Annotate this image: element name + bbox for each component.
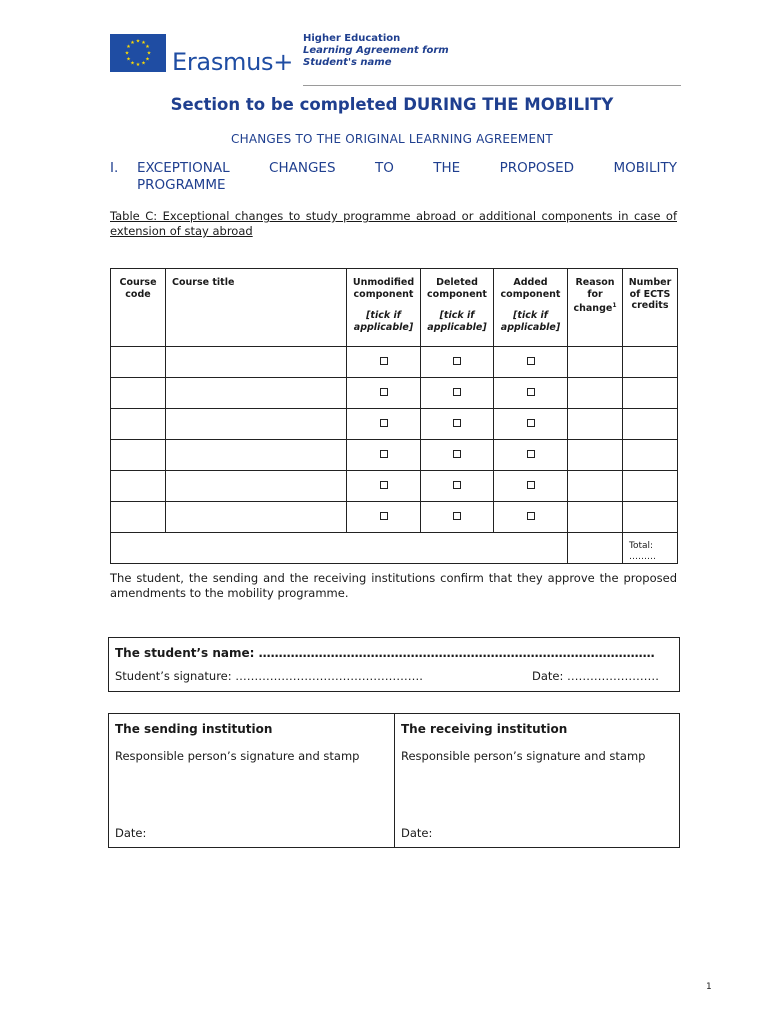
course-code-cell[interactable] — [111, 502, 166, 533]
footnote-marker: 1 — [612, 302, 617, 309]
header-unmodified-label: Unmodified component — [352, 277, 415, 300]
added-cell — [494, 440, 568, 471]
svg-text:★: ★ — [126, 56, 131, 63]
header-divider — [303, 85, 681, 86]
page-number: 1 — [706, 982, 712, 992]
added-cell — [494, 502, 568, 533]
total-blank-cell — [568, 533, 623, 564]
added-checkbox[interactable] — [527, 450, 535, 458]
svg-text:★: ★ — [145, 44, 150, 50]
table-row — [111, 378, 678, 409]
table-caption: Table C: Exceptional changes to study programme abroad or additional components in case of extension of stay abroad — [110, 209, 677, 238]
course-code-cell[interactable] — [111, 440, 166, 471]
ects-cell[interactable] — [623, 378, 678, 409]
header-reason-label: Reason for change — [573, 277, 615, 315]
added-cell — [494, 347, 568, 378]
institutions-divider — [394, 714, 395, 847]
deleted-checkbox[interactable] — [453, 357, 461, 365]
deleted-checkbox[interactable] — [453, 388, 461, 396]
reason-cell[interactable] — [568, 347, 623, 378]
course-title-cell[interactable] — [166, 409, 347, 440]
svg-text:★: ★ — [135, 62, 141, 68]
total-spacer-cell — [111, 533, 568, 564]
header-added-tick: [tick if applicable] — [500, 310, 561, 333]
deleted-cell — [421, 409, 494, 440]
receiving-date-field[interactable]: Date: — [401, 826, 433, 840]
table-row — [111, 440, 678, 471]
header-added-label: Added component — [500, 277, 561, 300]
course-code-cell[interactable] — [111, 409, 166, 440]
deleted-cell — [421, 347, 494, 378]
course-title-cell[interactable] — [166, 347, 347, 378]
deleted-checkbox[interactable] — [453, 419, 461, 427]
approval-statement: The student, the sending and the receiving institutions confirm that they approve the proposed amendments to the mobility programme. — [110, 571, 677, 600]
course-title-cell[interactable] — [166, 502, 347, 533]
unmodified-cell — [347, 378, 421, 409]
sending-institution-column — [115, 714, 388, 840]
svg-text:★: ★ — [141, 60, 146, 67]
reason-cell[interactable] — [568, 440, 623, 471]
header-ects: Number of ECTS credits — [623, 269, 678, 347]
svg-text:★: ★ — [124, 50, 130, 57]
header-info — [303, 33, 449, 69]
student-signature-box — [108, 637, 680, 692]
erasmus-logo-text: Erasmus+ — [172, 48, 294, 76]
unmodified-checkbox[interactable] — [380, 512, 388, 520]
unmodified-cell — [347, 440, 421, 471]
reason-cell[interactable] — [568, 409, 623, 440]
reason-cell[interactable] — [568, 502, 623, 533]
ects-cell[interactable] — [623, 440, 678, 471]
table-row — [111, 471, 678, 502]
added-checkbox[interactable] — [527, 388, 535, 396]
added-checkbox[interactable] — [527, 357, 535, 365]
section-title: Section to be completed DURING THE MOBILITY — [170, 95, 614, 114]
ects-cell[interactable] — [623, 471, 678, 502]
header-course-title: Course title — [166, 269, 347, 347]
heading-line-2: PROGRAMME — [137, 177, 226, 193]
unmodified-cell — [347, 502, 421, 533]
table-header-row — [111, 269, 678, 347]
heading-title — [137, 160, 677, 194]
header-deleted-label: Deleted component — [427, 277, 487, 300]
heading-line-1: EXCEPTIONAL CHANGES TO THE PROPOSED MOBILITY — [137, 160, 677, 176]
course-code-cell[interactable] — [111, 378, 166, 409]
added-cell — [494, 409, 568, 440]
deleted-cell — [421, 471, 494, 502]
student-date-field[interactable]: Date: …………………… — [532, 669, 660, 683]
student-name-field[interactable]: The student’s name: ……………………………………………………………………………………… — [115, 646, 655, 660]
unmodified-checkbox[interactable] — [380, 450, 388, 458]
receiving-responsible-signature[interactable]: Responsible person’s signature and stamp — [401, 749, 646, 763]
header-added — [494, 269, 568, 347]
ects-cell[interactable] — [623, 347, 678, 378]
header-line-programme: Higher Education — [303, 33, 401, 44]
course-title-cell[interactable] — [166, 471, 347, 502]
sending-responsible-signature[interactable]: Responsible person’s signature and stamp — [115, 749, 360, 763]
deleted-checkbox[interactable] — [453, 450, 461, 458]
ects-cell[interactable] — [623, 409, 678, 440]
svg-text:★: ★ — [141, 40, 146, 46]
unmodified-checkbox[interactable] — [380, 419, 388, 427]
deleted-cell — [421, 502, 494, 533]
changes-table — [110, 268, 678, 564]
deleted-cell — [421, 440, 494, 471]
svg-text:★: ★ — [130, 40, 135, 46]
course-code-cell[interactable] — [111, 347, 166, 378]
receiving-institution-title: The receiving institution — [401, 722, 568, 736]
table-total-row — [111, 533, 678, 564]
student-signature-field[interactable]: Student’s signature: …………………………………………. — [115, 669, 423, 683]
deleted-cell — [421, 378, 494, 409]
header-reason — [568, 269, 623, 347]
svg-text:★: ★ — [146, 50, 152, 57]
reason-cell[interactable] — [568, 378, 623, 409]
unmodified-cell — [347, 471, 421, 502]
header-line-form: Learning Agreement form — [303, 45, 449, 56]
receiving-institution-column — [401, 714, 674, 840]
heading-number: I. — [110, 160, 119, 176]
added-checkbox[interactable] — [527, 481, 535, 489]
header-unmodified — [347, 269, 421, 347]
table-row — [111, 502, 678, 533]
unmodified-cell — [347, 409, 421, 440]
header-unmodified-tick: [tick if applicable] — [353, 310, 414, 333]
table-row — [111, 347, 678, 378]
header-deleted — [421, 269, 494, 347]
svg-text:★: ★ — [126, 44, 131, 50]
header-line-student: Student's name — [303, 57, 392, 68]
svg-text:★: ★ — [130, 60, 135, 67]
course-code-cell[interactable] — [111, 471, 166, 502]
svg-text:★: ★ — [135, 38, 141, 45]
added-cell — [494, 471, 568, 502]
institutions-box — [108, 713, 680, 848]
svg-text:★: ★ — [145, 56, 150, 63]
sending-date-field[interactable]: Date: — [115, 826, 147, 840]
ects-cell[interactable] — [623, 502, 678, 533]
added-cell — [494, 378, 568, 409]
course-title-cell[interactable] — [166, 440, 347, 471]
unmodified-checkbox[interactable] — [380, 357, 388, 365]
header-course-code: Course code — [111, 269, 166, 347]
changes-title: CHANGES TO THE ORIGINAL LEARNING AGREEMENT — [231, 132, 553, 146]
unmodified-cell — [347, 347, 421, 378]
header-deleted-tick: [tick if applicable] — [427, 310, 487, 333]
course-title-cell[interactable] — [166, 378, 347, 409]
eu-flag-logo — [110, 34, 166, 72]
total-ects-cell[interactable]: Total: ……… — [623, 533, 678, 564]
unmodified-checkbox[interactable] — [380, 388, 388, 396]
added-checkbox[interactable] — [527, 419, 535, 427]
sending-institution-title: The sending institution — [115, 722, 273, 736]
table-row — [111, 409, 678, 440]
reason-cell[interactable] — [568, 471, 623, 502]
deleted-checkbox[interactable] — [453, 512, 461, 520]
added-checkbox[interactable] — [527, 512, 535, 520]
unmodified-checkbox[interactable] — [380, 481, 388, 489]
deleted-checkbox[interactable] — [453, 481, 461, 489]
